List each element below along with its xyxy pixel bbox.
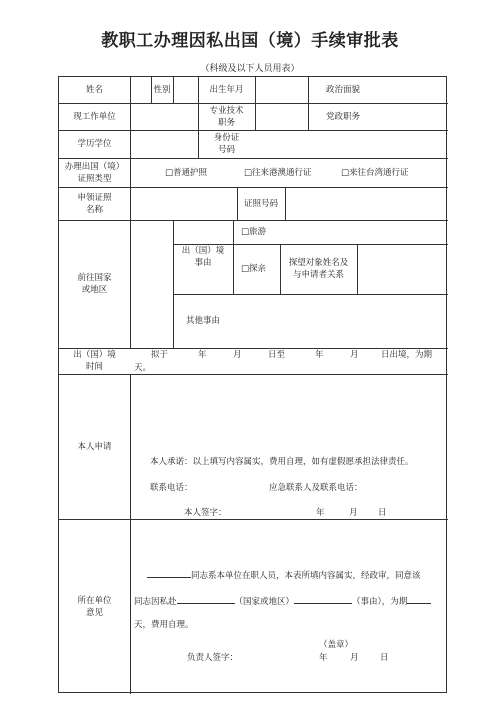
unit-opinion-line2: 同志因私赴 （国家或地区） （事由），为期 [134,594,431,608]
col-divider [233,220,234,294]
cert-option-hk-macao[interactable]: □往来港澳通行证 [244,168,312,178]
applicant-year: 年 [316,508,325,518]
reason-option-visit[interactable]: □探亲 [241,264,267,274]
form-title: 教职工办理因私出国（境）手续审批表 [101,31,399,51]
time-month2: 月 [350,350,359,360]
stamp-label: （盖章） [319,640,354,650]
col-divider [130,374,131,694]
unit-month: 月 [350,653,359,663]
cert-type-label: 办理出国（境） 证照类型 [64,161,125,184]
gender-label: 性别 [153,85,171,95]
time-year: 年 [198,350,207,360]
time-exit: 日出境，为期 [381,350,433,360]
unit-opinion-line3: 天，费用自理。 [134,620,194,630]
unit-opinion-line1: 同志系本单位在职人员，本表所填内容属实，经政审，同意该 [147,568,421,582]
time-month: 月 [233,350,242,360]
col-divider [255,103,256,130]
cert-name-label: 申领证照 名称 [77,192,112,215]
col-divider [357,244,358,294]
col-divider [130,77,131,348]
visit-relation-label: 探望对象姓名及 与申请者关系 [288,258,349,280]
col-divider [285,187,286,220]
duration-blank[interactable] [407,594,431,604]
apply-label: 本人申请 [77,441,112,452]
education-label: 学历学位 [77,139,112,149]
phone-label: 联系电话： [150,483,193,493]
birth-label: 出生年月 [209,85,244,95]
time-day-to: 日至 [268,350,286,360]
applicant-signature-label: 本人签字： [184,508,227,518]
unit-day: 日 [380,653,389,663]
cert-option-passport[interactable]: □普通护照 [165,168,208,178]
approval-form-table [58,76,447,693]
col-divider [173,77,174,103]
time-plan-text: 拟于 [151,350,169,360]
destination-label: 前往国家 或地区 [77,273,112,295]
politics-label: 政治面貌 [325,85,360,95]
id-number-label: 身份证 号码 [213,133,240,155]
reason-option-travel[interactable]: □旅游 [241,227,267,237]
party-post-label: 党政职务 [325,111,360,122]
cert-option-taiwan[interactable]: □来往台湾通行证 [341,168,409,178]
form-subtitle: （科级及以下人员用表） [200,64,300,74]
emergency-contact-label: 应急联系人及联系电话： [269,483,363,493]
colleague-name-blank[interactable] [147,568,191,578]
reason-blank[interactable] [294,594,352,604]
unit-year: 年 [319,653,328,663]
travel-time-label: 出（国）境 时间 [73,350,116,372]
pledge-text: 本人承诺：以上填写内容属实，费用自理，如有虚假愿承担法律责任。 [150,457,414,467]
time-days: 天。 [134,363,152,373]
work-unit-label: 现工作单位 [73,111,116,122]
reason-label: 出（国）境 事由 [181,246,225,268]
name-label: 姓名 [85,85,103,95]
head-signature-label: 负责人签字： [187,653,239,663]
unit-opinion-label: 所在单位 意见 [77,595,112,618]
time-year2: 年 [315,350,324,360]
col-divider [255,77,256,103]
cert-number-label: 证照号码 [243,198,278,209]
other-reason-label: 其他事由 [185,316,220,326]
applicant-month: 月 [349,508,358,518]
destination-blank[interactable] [177,594,235,604]
applicant-day: 日 [378,508,387,518]
pro-title-label: 专业技术 职务 [209,105,244,128]
